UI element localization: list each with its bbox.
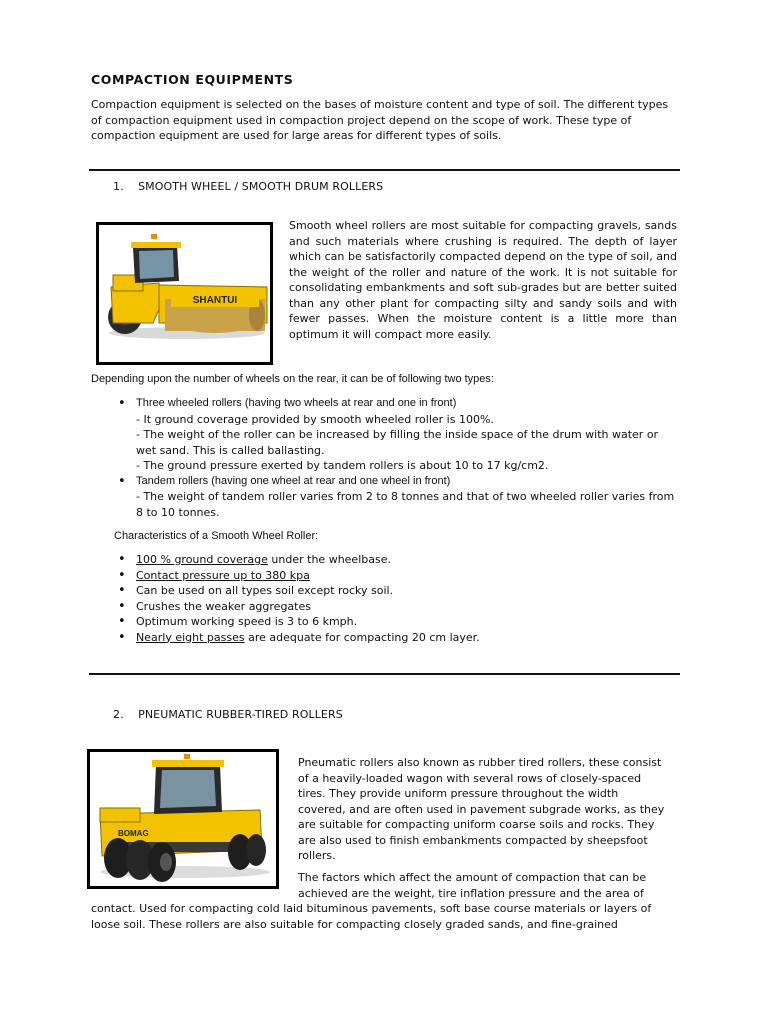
plain-text: under the wheelbase. bbox=[267, 553, 391, 566]
list-item bbox=[118, 474, 680, 521]
list-item bbox=[118, 614, 678, 630]
section-1-body: Smooth wheel rollers are most suitable for compacting gravels, sands and such materials where crushing is required. The depth of layer which can be satisfactorily compacted depend on the type of soil, and the weight of the roller and nature of the work. It is not suitable for consolidating embankments and soft sub-grades but are better suited than any other plant for compacting silty and sandy soils and with fewer passes. When the moisture content is a little more than optimum it will compact more easily. bbox=[289, 219, 677, 341]
type-title: • Tandem rollers (having one wheel at rear and one wheel in front) bbox=[136, 474, 451, 487]
underlined-text: 100 % ground coverage bbox=[136, 553, 268, 566]
section-2-body-1: Pneumatic rollers also known as rubber tired rollers, these consist of a heavily-loaded wagon with several rows of closely-spaced tires. They provide uniform pressure throughout the width covered, and are often used in pavement subgrade works, as they are suitable for compacting uniform coarse soils and rocks. They are also used to finish embankments compacted by sheepsfoot rollers. bbox=[298, 756, 665, 862]
type-line: - The weight of tandem roller varies from 2 to 8 tonnes and that of two wheeled roller varies from 8 to 10 tonnes. bbox=[136, 490, 675, 519]
plain-text: Can be used on all types soil except rocky soil. bbox=[136, 584, 394, 597]
section-2-heading: 2. PNEUMATIC RUBBER-TIRED ROLLERS bbox=[113, 708, 343, 721]
underlined-text: Contact pressure up to 380 kpa bbox=[136, 568, 310, 582]
list-item bbox=[118, 583, 678, 599]
list-item bbox=[118, 552, 678, 568]
list-item bbox=[118, 568, 678, 584]
section-2-body-2a: The factors which affect the amount of compaction that can be achieved are the weight, tire inflation pressure and the area of bbox=[298, 871, 647, 900]
pneumatic-roller-photo bbox=[87, 749, 279, 889]
characteristics-list bbox=[118, 552, 678, 645]
smooth-drum-roller-illustration bbox=[99, 225, 270, 362]
brand-label: BOMAG bbox=[118, 829, 149, 838]
underlined-text: Nearly eight passes bbox=[136, 630, 245, 644]
brand-label: SHANTUI bbox=[192, 295, 238, 306]
plain-text: Crushes the weaker aggregates bbox=[136, 599, 311, 613]
type-line: - It ground coverage provided by smooth wheeled roller is 100%. bbox=[136, 412, 494, 426]
list-item bbox=[118, 599, 678, 615]
type-line: - The ground pressure exerted by tandem rollers is about 10 to 17 kg/cm2. bbox=[136, 459, 549, 472]
section-1-heading: 1. SMOOTH WHEEL / SMOOTH DRUM ROLLERS bbox=[113, 180, 384, 193]
plain-text: Optimum working speed is 3 to 6 kmph. bbox=[136, 615, 358, 628]
type-title: • Three wheeled rollers (having two wheels at rear and one in front) bbox=[136, 397, 457, 409]
smooth-drum-roller-photo bbox=[96, 222, 273, 365]
divider bbox=[89, 169, 680, 171]
pneumatic-roller-illustration bbox=[90, 752, 276, 886]
type-line: - The weight of the roller can be increased by filling the inside space of the drum with water or wet sand. This is called ballasting. bbox=[136, 428, 659, 457]
page-title: COMPACTION EQUIPMENTS bbox=[91, 72, 294, 87]
roller-types-list bbox=[118, 396, 680, 520]
section-2-body-2b: contact. Used for compacting cold laid bituminous pavements, soft base course materials or layers of loose soil. These rollers are also suitable for compacting closely graded sands, and fine-grained bbox=[91, 902, 652, 931]
list-item bbox=[118, 396, 680, 474]
list-item bbox=[118, 630, 678, 646]
divider bbox=[89, 673, 680, 675]
types-lead: Depending upon the number of wheels on the rear, it can be of following two types: bbox=[91, 373, 494, 385]
plain-text: are adequate for compacting 20 cm layer. bbox=[244, 630, 480, 644]
characteristics-title: Characteristics of a Smooth Wheel Roller: bbox=[114, 530, 319, 542]
intro-paragraph: Compaction equipment is selected on the bases of moisture content and type of soil. The different types of compaction equipment used in compaction project depend on the scope of work. These type of compaction equipment are used for large areas for different types of soils. bbox=[91, 98, 669, 142]
